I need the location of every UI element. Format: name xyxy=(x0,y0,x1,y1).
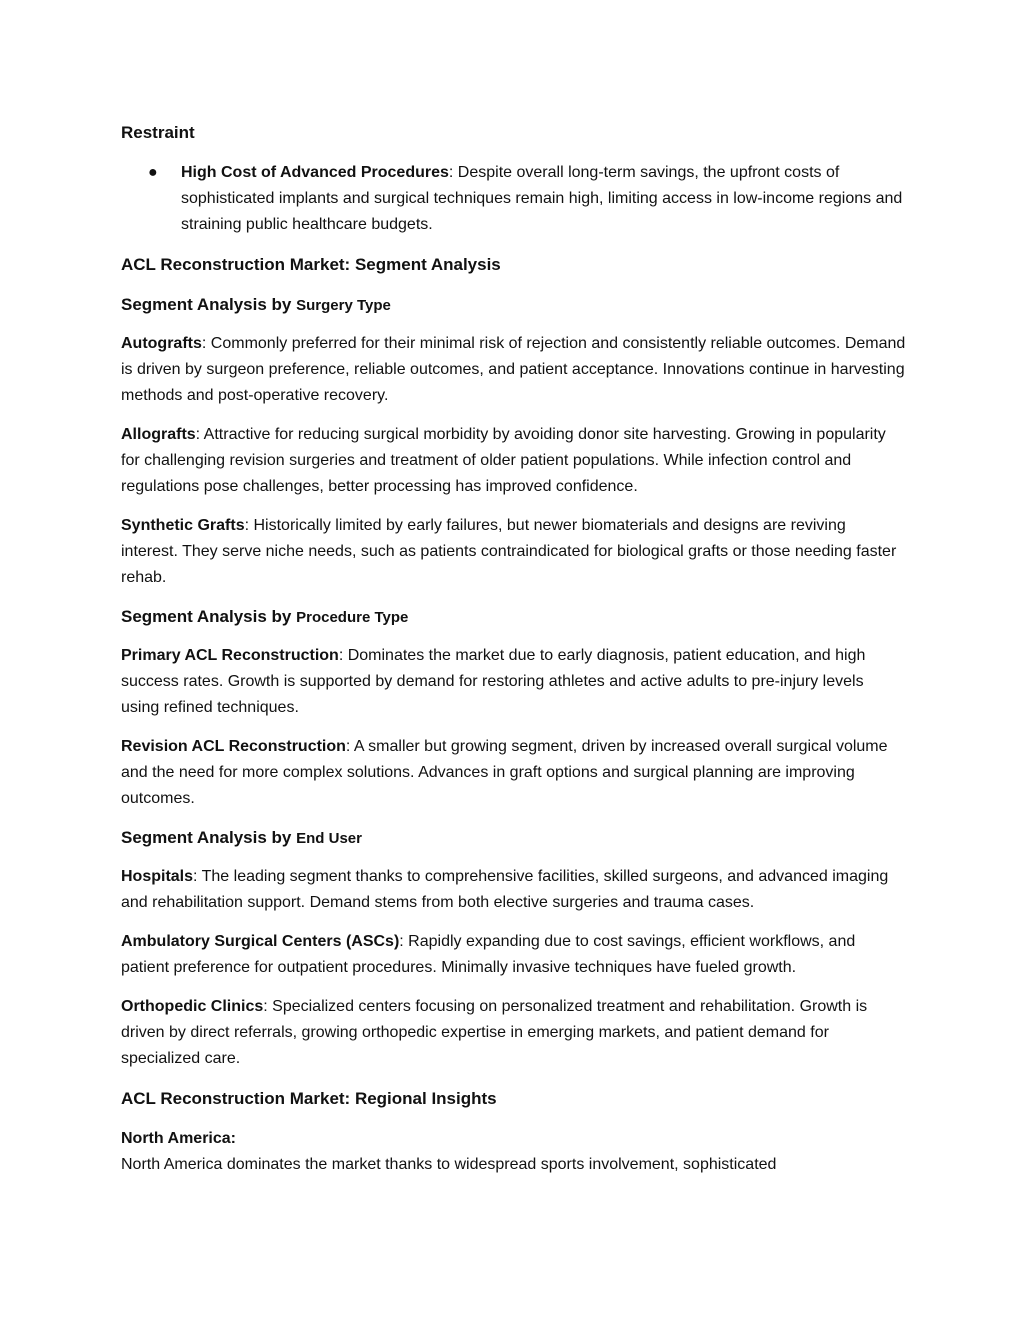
restraint-heading: Restraint xyxy=(121,123,195,142)
heading-suffix: Surgery Type xyxy=(296,297,391,314)
segment-paragraph-revision-acl xyxy=(121,734,906,812)
segment-description: : A smaller but growing segment, driven by increased overall surgical volume and the need for more complex solutions. Advances in graft options and surgical planning are improving outcomes. xyxy=(121,738,888,807)
procedure-type-heading xyxy=(121,604,906,631)
segment-paragraph-ascs xyxy=(121,929,906,981)
segment-analysis-heading: ACL Reconstruction Market: Segment Analysis xyxy=(121,255,501,274)
segment-paragraph-synthetic-grafts xyxy=(121,513,906,591)
segment-paragraph-allografts xyxy=(121,422,906,500)
segment-term: Synthetic Grafts xyxy=(121,517,245,534)
heading-prefix: Segment Analysis by xyxy=(121,607,297,626)
segment-term: Revision ACL Reconstruction xyxy=(121,738,346,755)
heading-prefix: Segment Analysis by xyxy=(121,295,297,314)
bullet-description: : Despite overall long-term savings, the upfront costs of sophisticated implants and surgical techniques remain high, limiting access in low-income regions and straining public healthcare budgets. xyxy=(181,164,903,233)
segment-description: : Historically limited by early failures, but newer biomaterials and designs are reviving interest. They serve niche needs, such as patients contraindicated for biological grafts or those needing faster rehab. xyxy=(121,517,897,586)
segment-description: : Rapidly expanding due to cost savings, efficient workflows, and patient preference for outpatient procedures. Minimally invasive techniques have fueled growth. xyxy=(121,933,856,976)
segment-term: Autografts xyxy=(121,335,202,352)
surgery-type-heading xyxy=(121,292,906,319)
end-user-heading xyxy=(121,825,906,852)
segment-description: : Dominates the market due to early diagnosis, patient education, and high success rates. Growth is supported by demand for restoring athletes and active adults to pre-injury levels using refined techniques. xyxy=(121,647,866,716)
bullet-icon: ● xyxy=(148,164,158,181)
regional-insights-heading: ACL Reconstruction Market: Regional Insights xyxy=(121,1089,497,1108)
bullet-text xyxy=(181,160,906,238)
heading-suffix: End User xyxy=(296,830,362,847)
document-content xyxy=(121,120,906,1191)
segment-term: Primary ACL Reconstruction xyxy=(121,647,339,664)
segment-term: Orthopedic Clinics xyxy=(121,998,264,1015)
bullet-term: High Cost of Advanced Procedures xyxy=(181,164,449,181)
heading-suffix: Procedure Type xyxy=(296,609,409,626)
segment-term: Ambulatory Surgical Centers (ASCs) xyxy=(121,933,400,950)
segment-term: Allografts xyxy=(121,426,196,443)
segment-description: : Attractive for reducing surgical morbidity by avoiding donor site harvesting. Growing in popularity for challenging revision surgeries and treatment of older patient populations. While infection control and regulations pose challenges, better processing has improved confidence. xyxy=(121,426,886,495)
region-label: North America: xyxy=(121,1130,236,1147)
segment-paragraph-primary-acl xyxy=(121,643,906,721)
segment-description: : Specialized centers focusing on personalized treatment and rehabilitation. Growth is driven by direct referrals, growing orthopedic expertise in emerging markets, and patient demand for specialized care. xyxy=(121,998,868,1067)
segment-term: Hospitals xyxy=(121,868,194,885)
segment-paragraph-autografts xyxy=(121,331,906,409)
segment-paragraph-hospitals xyxy=(121,864,906,916)
region-paragraph-north-america xyxy=(121,1126,906,1178)
segment-paragraph-orthopedic-clinics xyxy=(121,994,906,1072)
segment-description: : The leading segment thanks to comprehensive facilities, skilled surgeons, and advanced imaging and rehabilitation support. Demand stems from both elective surgeries and trauma cases. xyxy=(121,868,889,911)
region-description: North America dominates the market thanks to widespread sports involvement, sophisticated xyxy=(121,1156,777,1173)
bullet-item xyxy=(121,160,906,238)
heading-prefix: Segment Analysis by xyxy=(121,828,297,847)
segment-description: : Commonly preferred for their minimal risk of rejection and consistently reliable outcomes. Demand is driven by surgeon preference, reliable outcomes, and patient acceptance. Innovations continue in harvesting methods and post-operative recovery. xyxy=(121,335,906,404)
